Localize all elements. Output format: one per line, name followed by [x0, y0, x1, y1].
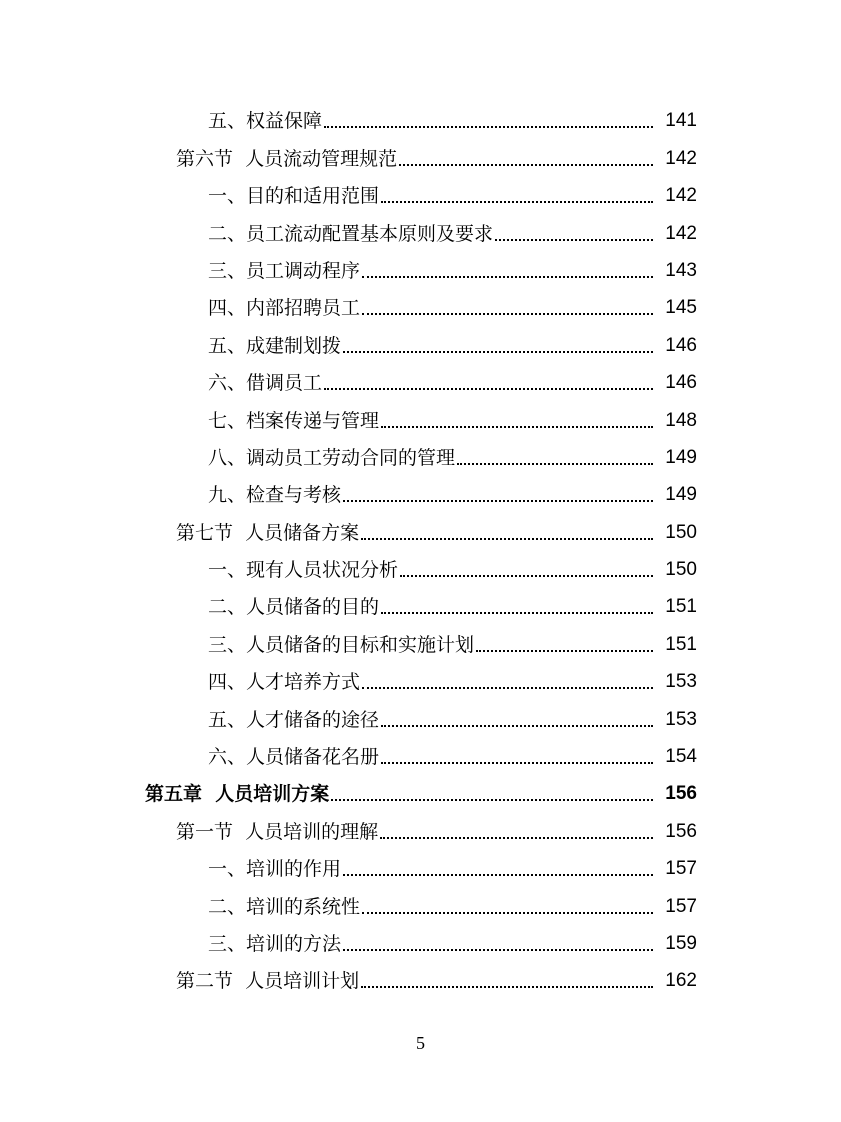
toc-entry-title: 一、培训的作用 [208, 858, 342, 881]
toc-dot-leader [361, 986, 653, 988]
toc-entry-page: 151 [665, 596, 697, 618]
toc-entry-page: 153 [665, 708, 697, 730]
toc-entry-page: 156 [665, 820, 697, 842]
toc-dot-leader [399, 164, 653, 166]
toc-entry-page: 151 [665, 633, 697, 655]
toc-subsection-entry[interactable] [0, 438, 841, 475]
toc-subsection-entry[interactable] [0, 886, 841, 923]
toc-dot-leader [362, 687, 653, 689]
toc-entry-title: 第二节 人员培训计划 [176, 970, 360, 993]
toc-entry-page: 148 [665, 409, 697, 431]
toc-dot-leader [362, 276, 653, 278]
toc-entry-title: 第六节 人员流动管理规范 [176, 147, 398, 170]
toc-dot-leader [380, 837, 653, 839]
toc-dot-leader [361, 538, 653, 540]
toc-entry-page: 157 [665, 895, 697, 917]
toc-dot-leader [362, 313, 653, 315]
toc-dot-leader [381, 725, 653, 727]
toc-entry-title: 九、检查与考核 [208, 484, 342, 507]
toc-entry-page: 142 [665, 222, 697, 244]
toc-entry-title: 三、人员储备的目标和实施计划 [208, 633, 475, 656]
toc-subsection-entry[interactable] [0, 849, 841, 886]
toc-subsection-entry[interactable] [0, 475, 841, 512]
toc-section-entry[interactable] [0, 512, 841, 549]
toc-dot-leader [324, 126, 653, 128]
toc-entry-title: 一、现有人员状况分析 [208, 559, 399, 582]
toc-entry-title: 六、借调员工 [208, 372, 323, 395]
toc-dot-leader [381, 201, 653, 203]
toc-entry-title: 二、人员储备的目的 [208, 596, 380, 619]
toc-subsection-entry[interactable] [0, 251, 841, 288]
toc-subsection-entry[interactable] [0, 924, 841, 961]
toc-entry-page: 145 [665, 297, 697, 319]
toc-entry-title: 四、人才培养方式 [208, 671, 361, 694]
toc-subsection-entry[interactable] [0, 363, 841, 400]
toc-dot-leader [343, 949, 653, 951]
toc-dot-leader [476, 650, 653, 652]
toc-entry-title: 三、培训的方法 [208, 932, 342, 955]
toc-subsection-entry[interactable] [0, 624, 841, 661]
toc-entry-page: 146 [665, 372, 697, 394]
toc-dot-leader [495, 239, 653, 241]
toc-dot-leader [381, 762, 653, 764]
toc-entry-page: 156 [665, 783, 697, 805]
toc-entry-title: 二、员工流动配置基本原则及要求 [208, 222, 494, 245]
toc-entry-title: 五、权益保障 [208, 110, 323, 133]
page-number: 5 [416, 1033, 425, 1053]
toc-entry-page: 162 [665, 970, 697, 992]
toc-subsection-entry[interactable] [0, 587, 841, 624]
toc-entry-page: 149 [665, 484, 697, 506]
toc-entry-page: 142 [665, 185, 697, 207]
toc-entry-title: 第一节 人员培训的理解 [176, 820, 379, 843]
toc-subsection-entry[interactable] [0, 325, 841, 362]
toc-entry-title: 六、人员储备花名册 [208, 746, 380, 769]
toc-dot-leader [362, 912, 653, 914]
toc-entry-title: 三、员工调动程序 [208, 259, 361, 282]
toc-dot-leader [381, 426, 653, 428]
toc-subsection-entry[interactable] [0, 176, 841, 213]
toc-subsection-entry[interactable] [0, 699, 841, 736]
table-of-contents [0, 101, 841, 998]
toc-entry-title: 五、人才储备的途径 [208, 708, 380, 731]
toc-entry-title: 二、培训的系统性 [208, 895, 361, 918]
toc-dot-leader [457, 463, 653, 465]
toc-subsection-entry[interactable] [0, 737, 841, 774]
toc-dot-leader [331, 799, 653, 801]
toc-entry-page: 150 [665, 559, 697, 581]
toc-entry-page: 146 [665, 334, 697, 356]
toc-entry-title: 七、档案传递与管理 [208, 409, 380, 432]
toc-subsection-entry[interactable] [0, 101, 841, 138]
toc-dot-leader [343, 874, 653, 876]
toc-dot-leader [343, 351, 653, 353]
toc-entry-page: 141 [665, 110, 697, 132]
toc-entry-title: 五、成建制划拨 [208, 334, 342, 357]
toc-entry-page: 142 [665, 147, 697, 169]
toc-entry-page: 157 [665, 858, 697, 880]
toc-entry-page: 159 [665, 932, 697, 954]
toc-entry-title: 第七节 人员储备方案 [176, 521, 360, 544]
toc-entry-page: 154 [665, 746, 697, 768]
toc-entry-page: 153 [665, 671, 697, 693]
toc-dot-leader [343, 500, 653, 502]
toc-section-entry[interactable] [0, 961, 841, 998]
toc-entry-page: 143 [665, 259, 697, 281]
toc-subsection-entry[interactable] [0, 550, 841, 587]
toc-dot-leader [381, 612, 653, 614]
toc-entry-title: 第五章 人员培训方案 [145, 783, 330, 806]
toc-entry-title: 一、目的和适用范围 [208, 185, 380, 208]
toc-entry-page: 149 [665, 446, 697, 468]
toc-dot-leader [324, 388, 653, 390]
toc-subsection-entry[interactable] [0, 288, 841, 325]
toc-subsection-entry[interactable] [0, 213, 841, 250]
toc-subsection-entry[interactable] [0, 662, 841, 699]
toc-section-entry[interactable] [0, 811, 841, 848]
toc-entry-page: 150 [665, 521, 697, 543]
toc-chapter-entry[interactable] [0, 774, 841, 811]
toc-subsection-entry[interactable] [0, 400, 841, 437]
toc-entry-title: 四、内部招聘员工 [208, 297, 361, 320]
toc-dot-leader [400, 575, 653, 577]
toc-section-entry[interactable] [0, 138, 841, 175]
toc-entry-title: 八、调动员工劳动合同的管理 [208, 446, 456, 469]
